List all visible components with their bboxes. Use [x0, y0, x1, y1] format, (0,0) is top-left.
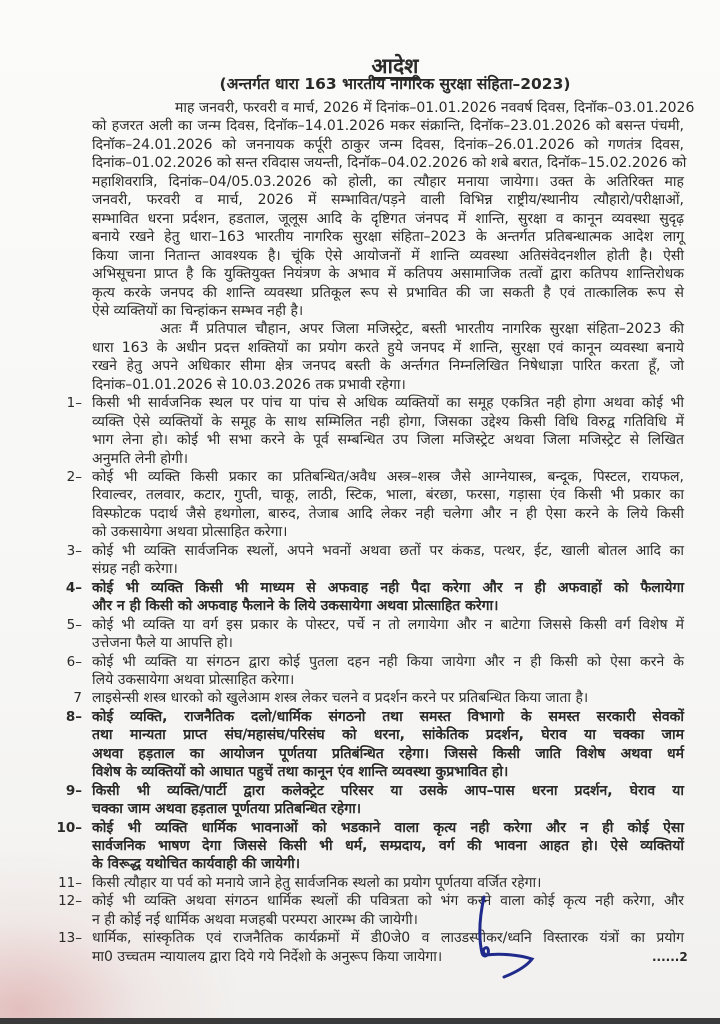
preamble-line: महाशिवरात्रि, दिनांक–04/05.03.2026 को होली, का त्यौहार मनाया जायेगा। उक्त के अतिरिक्त माह: [92, 173, 684, 190]
clause-line: भाग लेना हो। कोई भी सभा करने के पूर्व सम्बन्धित उप जिला मजिस्ट्रेट अथवा जिला मजिस्ट्रेट से लिखित: [92, 432, 684, 449]
order-paragraph-line: दिनांक–01.01.2026 से 10.03.2026 तक प्रभावी रहेगा।: [92, 376, 406, 393]
preamble-line: बनाये रखने हेतु धारा–163 भारतीय नागरिक सुरक्षा संहिता–2023 के अन्तर्गत प्रतिबन्धात्मक आदेश लागू: [92, 229, 684, 246]
clause-line: को उकसायेगा अथवा प्रोत्साहित करेगा।: [92, 524, 288, 541]
preamble-line: अभिसूचना प्राप्त है कि युक्तियुक्त नियंत्रण के अभाव में कतिपय असामाजिक तत्वों द्वारा कतिपय शान्तिरोधक: [92, 266, 684, 283]
clause-line: कोई भी व्यक्ति किसी प्रकार का प्रतिबन्धित/अवैध अस्त्र–शस्त्र जैसे आग्नेयास्त्र, बन्दूक, पिस्टल, रायफल,: [92, 469, 684, 485]
clause-line: कोई व्यक्ति, राजनैतिक दलो/धार्मिक संगठनो तथा समस्त विभागो के समस्त सरकारी सेवकों: [92, 708, 684, 725]
clause-line: अथवा हड़ताल का आयोजन पूर्णतया प्रतिबंन्धित रहेगा। जिससे किसी जाति विशेष अथवा धर्म: [92, 745, 684, 762]
clause-number: 4–: [65, 579, 82, 596]
clause-line: कोई भी व्यक्ति या संगठन द्वारा कोई पुतला दहन नही किया जायेगा और न ही किसी को ऐसा करने के: [92, 653, 684, 670]
clause-line: कोई भी व्यक्ति अथवा संगठन धार्मिक स्थलों की पवित्रता को भंग करने वाला कोई कृत्य नही करेगा, और: [92, 893, 684, 910]
clause-number: 12–: [58, 893, 82, 910]
clause-line: सार्वजनिक भाषण देगा जिससे किसी भी धर्म, सम्प्रदाय, वर्ग की भावना आहत हो। ऐसे व्यक्तियों: [92, 838, 684, 854]
title-text: आदेश: [371, 54, 419, 78]
clause-line: कोई भी व्यक्ति किसी भी माध्यम से अफवाह नही पैदा करेगा और न ही अफवाहों को फैलायेगा: [92, 579, 684, 596]
clause-line: तथा मान्यता प्राप्त संघ/महासंघ/परिसंघ को धरना, सांकेतिक प्रदर्शन, घेराव या चक्का जाम: [92, 727, 684, 744]
clause-line: चक्का जाम अथवा हड़ताल पूर्णतया प्रतिबन्धित रहेगा।: [92, 801, 362, 818]
clause-number: 11–: [58, 874, 82, 891]
clause-line: लाइसेन्सी शस्त्र धारको को खुलेआम शस्त्र लेकर चलने व प्रदर्शन करने पर प्रतिबन्धित किया जाता है।: [92, 690, 589, 707]
clause-line: कोई भी व्यक्ति सार्वजनिक स्थलों, अपने भवनों अथवा छतों पर कंकड, पत्थर, ईट, खाली बोतल आदि का: [92, 542, 684, 559]
page-continuation-marker: ......2: [652, 950, 688, 964]
clause-number: 8–: [65, 708, 82, 725]
clause-number: 3–: [66, 542, 82, 559]
clause-line: व्यक्ति ऐसे व्यक्तियों के समूह के साथ सम्मिलित नही होगा, जिसका उद्देश्य किसी विधि विरुद्व गतिविधि में: [92, 413, 684, 430]
preamble-line: जनवरी, फरवरी व मार्च, 2026 में सम्भावित/पड़ने वाली विभिन्न राष्ट्रीय/स्थानीय त्यौहारो/परीक्षाओं,: [92, 192, 684, 209]
preamble-line: कृत्य करके जनपद की शान्ति व्यवस्था प्रतिकूल रूप से प्रभावित की जा सकती है एवं तात्कालिक रूप से: [92, 284, 684, 301]
scan-edge: [0, 1018, 720, 1024]
clause-line: किसी त्यौहार या पर्व को मनाये जाने हेतु सार्वजनिक स्थलो का प्रयोग पूर्णतया वर्जित रहेगा।: [92, 874, 542, 891]
order-paragraph-line: रखने हेतु अपने अधिकार सीमा क्षेत्र जनपद बस्ती के अर्न्तगत निम्नलिखित निषेधाज्ञा पारित करता हूँ, जो: [92, 358, 684, 375]
clause-number: 2–: [66, 469, 82, 485]
clause-line: रिवाल्वर, तलवार, कटार, गुप्ती, चाकू, लाठी, स्टिक, भाला, बंरछा, फरसा, गड़ासा एंव किसी भी प्रकार का: [92, 487, 684, 504]
clause-line: धार्मिक, सांस्कृतिक एवं राजनैतिक कार्यक्रमों में डी0जे0 व लाउडस्पीकर/ध्वनि विस्तारक यंत्रों का प्रयोग: [92, 930, 684, 947]
clause-line: विशेष के व्यक्तियों को आघात पहुचें तथा कानून एंव शान्ति व्यवस्था कुप्रभावित हो।: [92, 764, 509, 781]
preamble-line: को हजरत अली का जन्म दिवस, दिनॉक–14.01.2026 मकर संक्रान्ति, दिनॉक–23.01.2026 को बसन्त पंचमी,: [92, 118, 684, 135]
preamble-line: दिनांक–01.02.2026 को सन्त रविदास जयन्ती, दिनॉक–04.02.2026 को शबे बरात, दिनॉक–15.02.2026 को: [92, 155, 687, 172]
clause-line: किसी भी व्यक्ति/पार्टी द्वारा कलेक्ट्रेट परिसर या उसके आप–पास धरना प्रदर्शन, घेराव या: [92, 782, 684, 799]
preamble-line: दिनॉक–24.01.2026 को जननायक कर्पूरी ठाकुर जन्म दिवस, दिनांक–26.01.2026 को गणतंत्र दिवस,: [92, 136, 684, 153]
clause-number: 13–: [58, 930, 82, 947]
preamble-line: ऐसे व्यक्तियों का चिन्हांकन सम्भव नही है।: [92, 302, 304, 319]
clause-number: 7: [73, 690, 82, 707]
clause-line: मा0 उच्चतम न्यायालय द्वारा दिये गये निर्देशो के अनुरूप किया जायेगा।: [92, 948, 443, 965]
document-subtitle: (अन्तर्गत धारा 163 भारतीय नागरिक सुरक्षा संहिता–2023): [219, 75, 571, 93]
preamble-line: किया जाना नितान्त आवश्यक है। चूंकि ऐसे आयोजनों में शान्ति व्यवस्था अतिसंवेदनशील होती है। ऐसी: [92, 247, 684, 264]
clause-line: किसी भी सार्वजनिक स्थल पर पांच या पांच से अधिक व्यक्तियों का समूह एकत्रित नही होगा अथवा कोई भी: [92, 395, 684, 412]
preamble-line: माह जनवरी, फरवरी व मार्च, 2026 में दिनांक–01.01.2026 नववर्ष दिवस, दिनॉक–03.01.2026: [175, 100, 695, 116]
clause-number: 9–: [65, 782, 82, 799]
clause-line: अनुमति लेनी होगी।: [92, 450, 189, 467]
clause-line: के विरूद्ध यथोचित कार्यवाही की जायेगी।: [92, 856, 301, 873]
clause-line: कोई भी व्यक्ति धार्मिक भावनाओं को भडकाने वाला कृत्य नही करेगा और न ही कोई ऐसा: [92, 819, 684, 836]
clause-line: उत्तेजना फैले या आपत्ति हो।: [92, 635, 233, 652]
clause-line: कोई भी व्यक्ति या वर्ग इस प्रकार के पोस्टर, पर्चे न तो लगायेगा और न बाटेगा जिससे किसी वर्ग विशेष में: [92, 616, 684, 633]
clause-line: और न ही किसी को अफवाह फैलाने के लिये उकसायेगा अथवा प्रोत्साहित करेगा।: [92, 598, 499, 615]
order-paragraph-line: धारा 163 के अधीन प्रदत्त शक्तियों का प्रयोग करते हुये जनपद में शान्ति, सुरक्षा एवं कानून व्यवस्था बनाये: [92, 339, 684, 356]
clause-line: न ही कोई नई धार्मिक अथवा मजहबी परम्परा आरम्भ की जायेगी।: [92, 911, 418, 928]
clause-line: विस्फोटक पदार्थ जैसे हथगोला, बारुद, तेजाब आदि लेकर नही चलेगा और न ही ऐसा करने के लिये किसी: [92, 505, 684, 522]
signature-mark: [470, 895, 550, 980]
order-paragraph-line: अतः मैं प्रतिपाल चौहान, अपर जिला मजिस्ट्रेट, बस्ती भारतीय नागरिक सुरक्षा संहिता–2023 की: [160, 321, 684, 338]
clause-number: 1–: [66, 395, 82, 412]
preamble-line: सम्भावित धरना प्रर्दशन, हडताल, जूलूस आदि के दृष्टिगत जंनपद में शान्ति, सुरक्षा व कानून व्यवस्था सुदृढ़: [92, 210, 684, 227]
clause-number: 10–: [56, 819, 82, 836]
clause-number: 5–: [66, 616, 82, 633]
clause-line: संग्रह नही करेगा।: [92, 561, 178, 578]
clause-number: 6–: [66, 653, 82, 670]
clause-line: लिये उकसायेगा अथवा प्रोत्साहित करेगा।: [92, 671, 295, 688]
